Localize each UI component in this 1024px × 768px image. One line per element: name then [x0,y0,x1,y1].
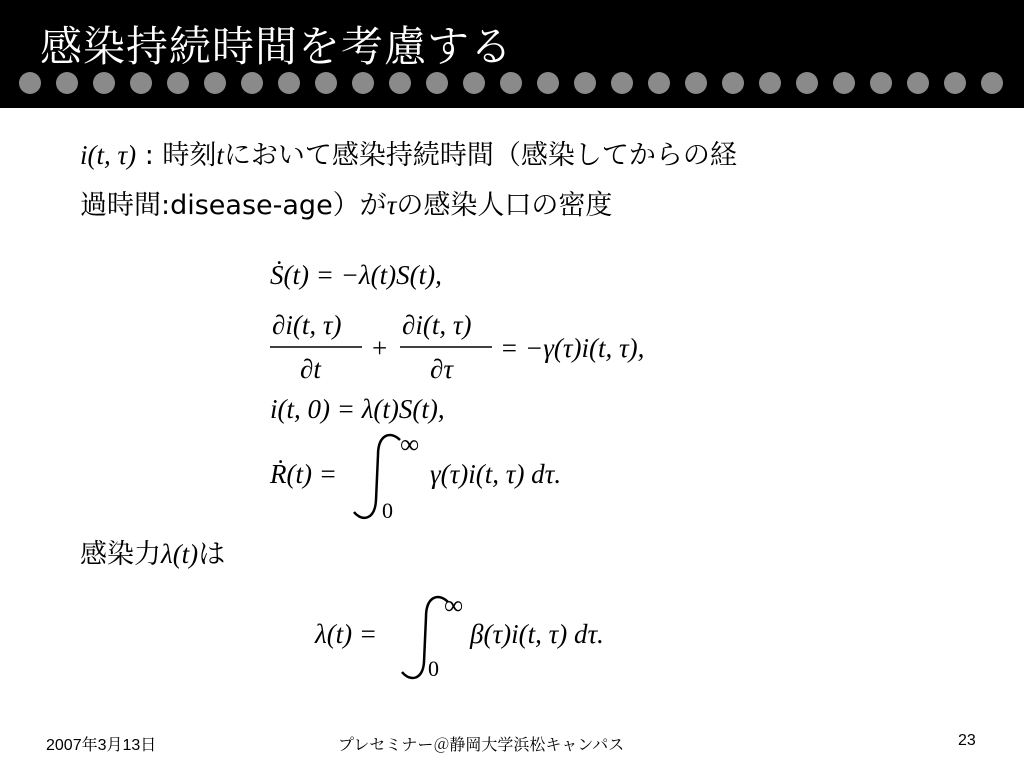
force-text-b: は [198,539,226,570]
integral-upper-limit: ∞ [400,429,420,459]
equation-r-dot-lhs: Ṙ(t) = [270,459,337,489]
definition-text-b: において感染持続時間（感染してからの経 [223,140,737,171]
page-number: 23 [958,732,976,749]
decorative-dot [130,72,152,94]
decorative-dot [278,72,300,94]
decorative-dot [389,72,411,94]
decorative-dot [907,72,929,94]
decorative-dot [352,72,374,94]
definition-text-a: 時刻 [162,140,217,171]
equation-r-dot-integrand: γ(τ)i(t, τ) dτ. [430,459,562,489]
definition-line-2 [80,188,612,223]
decorative-dot [315,72,337,94]
time-variable: t [216,140,224,170]
decorative-dot [19,72,41,94]
fraction-left-denominator: ∂t [300,354,321,384]
fraction-right-denominator: ∂τ [430,354,454,384]
decorative-dot [574,72,596,94]
decorative-dot [241,72,263,94]
decorative-dot [722,72,744,94]
decorative-dot [981,72,1003,94]
density-symbol: i(t, τ) [80,140,137,170]
plus-sign: + [372,333,388,363]
force-equation-integrand: β(τ)i(t, τ) dτ. [470,619,604,649]
decorative-dot [463,72,485,94]
fraction-right-numerator: ∂i(t, τ) [402,310,472,340]
age-variable: τ [386,190,397,220]
decorative-dot [944,72,966,94]
force-of-infection-line [80,537,225,572]
decorative-dot [204,72,226,94]
integral-sign [354,435,400,518]
decorative-dot [56,72,78,94]
equation-boundary: i(t, 0) = λ(t)S(t), [270,394,445,424]
decorative-dot [796,72,818,94]
definition-line-1 [80,138,737,173]
decorative-dot [93,72,115,94]
definition-text-c: 過時間:disease-age）が [80,190,387,221]
footer-venue: プレセミナー＠静岡大学浜松キャンパス [338,737,625,754]
force-equation-lhs: λ(t) = [315,619,378,649]
slide-title: 感染持続時間を考慮する [40,22,514,71]
equation-pde-rhs: = −γ(τ)i(t, τ), [500,333,645,363]
equation-s-dot: Ṡ(t) = −λ(t)S(t), [270,260,442,290]
fraction-left-numerator: ∂i(t, τ) [272,310,342,340]
force-symbol: λ(t) [161,539,199,569]
definition-separator: : [136,140,163,171]
decorative-dot [500,72,522,94]
force-equation [300,590,700,680]
decorative-dot [833,72,855,94]
decorative-dot [426,72,448,94]
force-text-a: 感染力 [80,539,161,570]
integral-sign [402,597,448,678]
integral-lower-limit: 0 [382,498,393,523]
decorative-dot [611,72,633,94]
title-bar [0,0,1024,108]
decorative-dot [648,72,670,94]
decorative-dot [685,72,707,94]
integral-lower-limit: 0 [428,656,439,680]
model-equations [250,250,750,525]
decorative-dot [759,72,781,94]
definition-text-d: の感染人口の密度 [396,190,613,221]
decorative-dot [537,72,559,94]
decorative-dot [167,72,189,94]
integral-upper-limit: ∞ [444,590,464,620]
footer-date: 2007年3月13日 [46,737,157,754]
decorative-dot [870,72,892,94]
